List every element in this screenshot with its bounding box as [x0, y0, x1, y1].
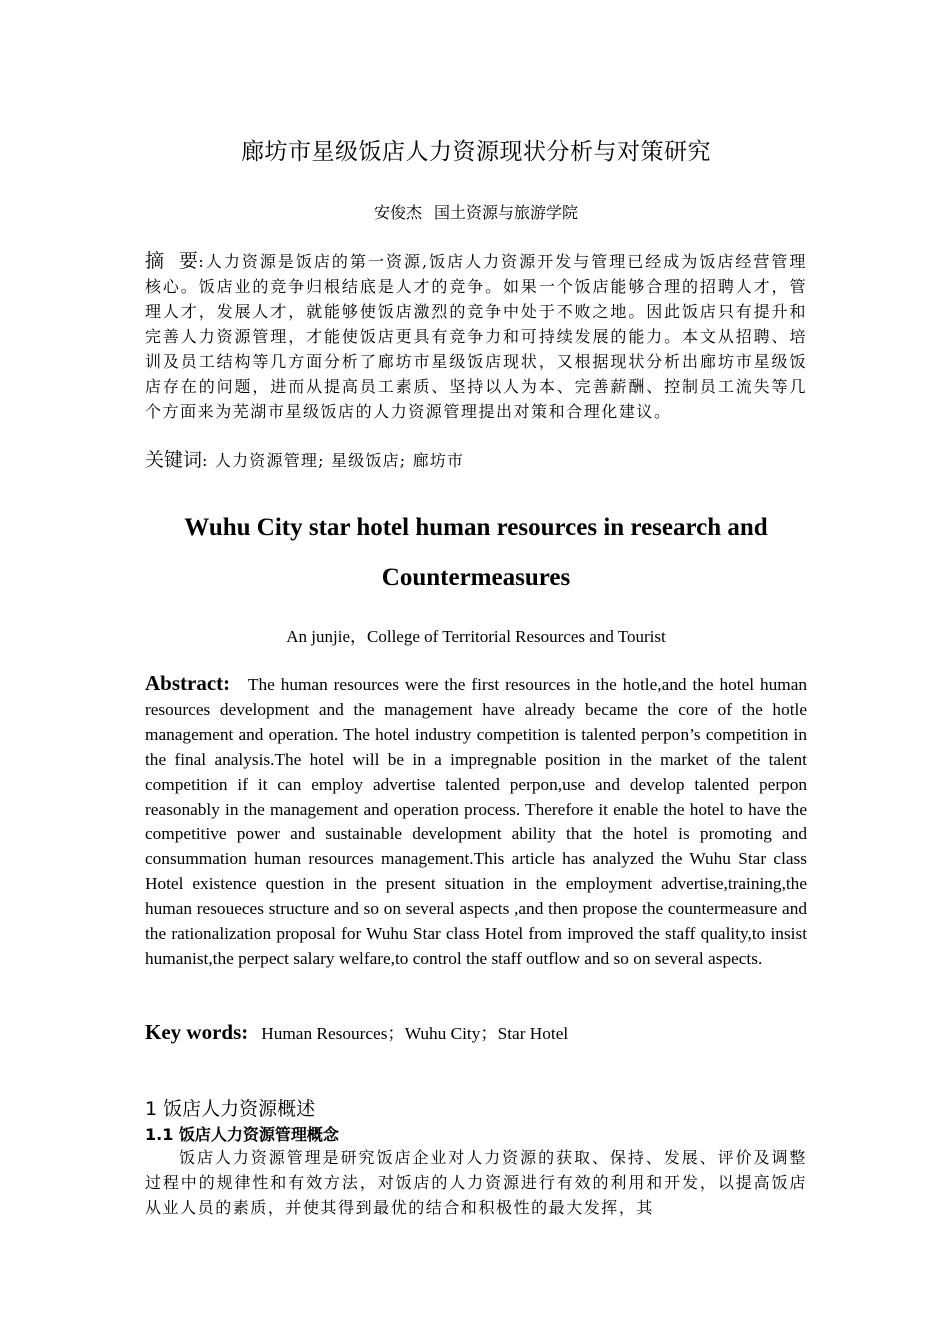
paper-title-en	[133, 503, 819, 603]
author-affiliation-cn: 国土资源与旅游学院	[434, 203, 579, 222]
abstract-cn	[145, 249, 807, 424]
keywords-cn-label: 关键词	[145, 449, 203, 471]
abstract-cn-label-char-2: 要	[178, 250, 199, 272]
keywords-cn-separator: :	[202, 451, 209, 470]
section-1-1-paragraph: 饭店人力资源管理是研究饭店企业对人力资源的获取、保持、发展、评价及调整过程中的规律性和有效方法，对饭店的人力资源进行有效的利用和开发，以提高饭店从业人员的素质，并使其得到最优的结合和积极性的最大发挥，其	[145, 1148, 807, 1217]
abstract-en	[145, 671, 807, 972]
section-1-1-heading: 1.1 饭店人力资源管理概念	[145, 1125, 339, 1144]
abstract-en-text: The human resources were the first resources in the hotle,and the hotel human resources development and the management have already became the core of the hotle management and operation. The hotel industry competition is talented perpon’s competition in the final analysis.The hotel will be in a impregnable position in the market of the talent competition if it can employ advertise talented perpon,use and develop talented perpon reasonably in the management and operation process. Therefore it enable the hotel to have the competitive power and sustainable development ability that the hotel is promoting and consummation human resources management.This article has analyzed the Wuhu Star class Hotel existence question in the present situation in the employment advertise,training,the human resoueces structure and so on several aspects ,and then propose the countermeasure and the rationalization proposal for Wuhu Star class Hotel from improved the staff quality,to insist humanist,the perpect salary welfare,to control the staff outflow and so on several aspects.	[145, 675, 808, 968]
paper-title-cn: 廊坊市星级饭店人力资源现状分析与对策研究	[241, 139, 711, 165]
abstract-cn-text: 人力资源是饭店的第一资源,饭店人力资源开发与管理已经成为饭店经营管理核心。饭店业的竞争归根结底是人才的竞争。如果一个饭店能够合理的招聘人才，管理人才，发展人才，就能够使饭店激烈的竞争中处于不败之地。因此饭店只有提升和完善人力资源管理，才能使饭店更具有竞争力和可持续发展的能力。本文从招聘、培训及员工结构等几方面分析了廊坊市星级饭店现状，又根据现状分析出廊坊市星级饭店存在的问题，进而从提高员工素质、坚持以人为本、完善薪酬、控制员工流失等几个方面来为芜湖市星级饭店的人力资源管理提出对策和合理化建议。	[145, 252, 807, 421]
paper-title-en-line-1: Wuhu City star hotel human resources in research and	[184, 514, 768, 541]
abstract-en-label: Abstract:	[145, 671, 231, 695]
abstract-cn-label	[145, 250, 198, 272]
author-line-cn	[145, 200, 807, 223]
keywords-en-text: Human Resources；Wuhu City；Star Hotel	[261, 1024, 569, 1043]
abstract-cn-label-char-1: 摘	[145, 250, 165, 272]
paper-title-en-line-2: Countermeasures	[381, 564, 571, 591]
keywords-en	[145, 1018, 807, 1048]
author-line-en: An junjie，College of Territorial Resources and Tourist	[286, 627, 666, 646]
author-name-cn: 安俊杰	[373, 203, 422, 222]
keywords-en-label: Key words:	[145, 1020, 249, 1044]
keywords-cn	[145, 448, 807, 473]
section-1-heading: 1 饭店人力资源概述	[145, 1098, 316, 1120]
keywords-cn-text: 人力资源管理; 星级饭店; 廊坊市	[214, 451, 465, 470]
abstract-cn-separator: :	[198, 252, 206, 271]
